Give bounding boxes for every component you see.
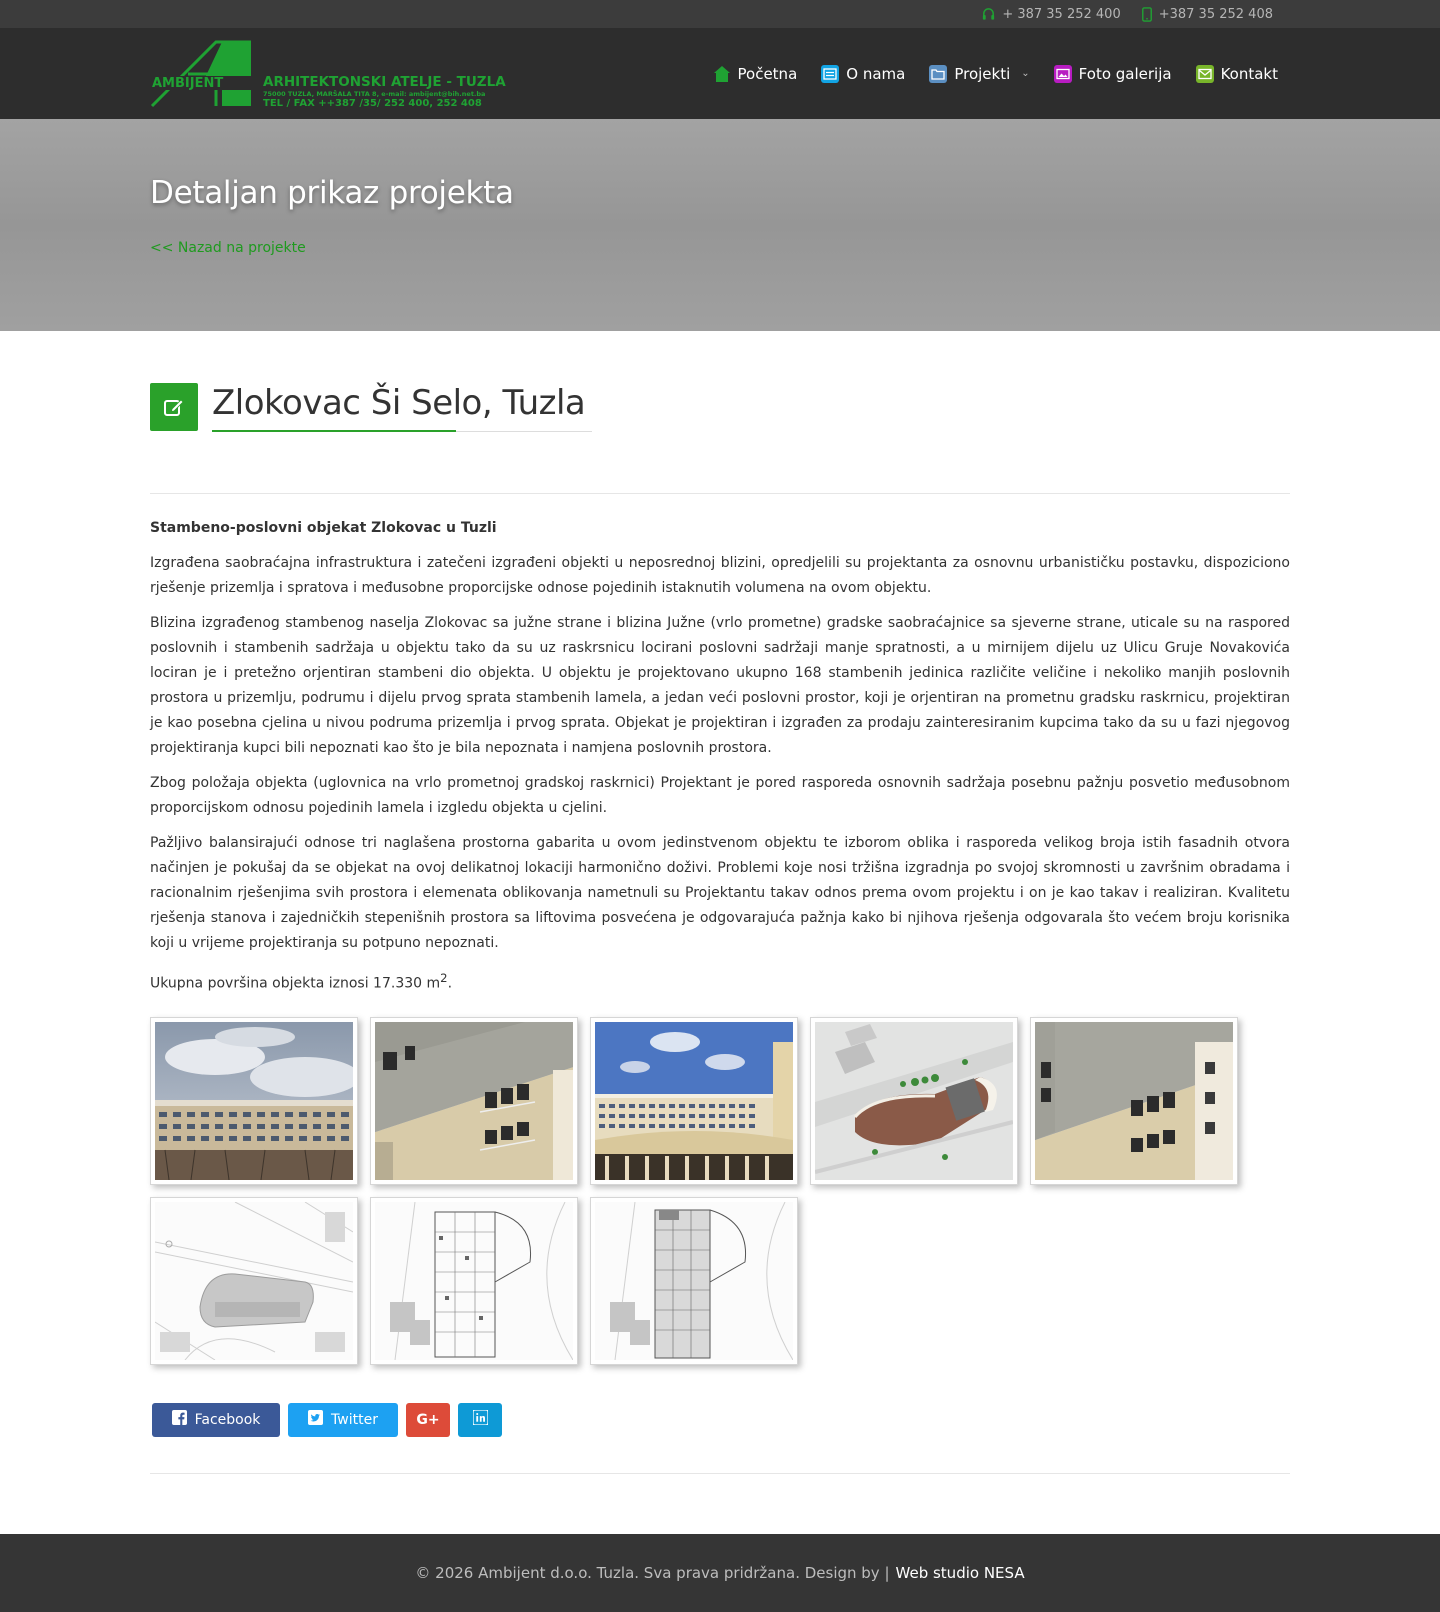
logo-line-2: 75000 TUZLA, MARŠALA TITA 8, e-mail: ambijent@bih.net.ba [263, 90, 486, 98]
headset-icon [981, 7, 996, 22]
aerial-render-icon [815, 1022, 1013, 1180]
nav-item-pocetna[interactable] [713, 65, 798, 83]
footer-copyright: © 2026 Ambijent d.o.o. Tuzla. Sva prava pridržana. Design by | [415, 1564, 890, 1582]
title-underline [212, 431, 592, 432]
gallery-thumb[interactable] [370, 1197, 578, 1365]
folder-icon [929, 65, 947, 83]
twitter-share-button[interactable] [288, 1403, 398, 1437]
logo-brand: AMBIJENT [152, 76, 224, 91]
project-subtitle: Stambeno-poslovni objekat Zlokovac u Tuzli [150, 520, 497, 536]
facebook-icon [172, 1410, 187, 1429]
paragraph-1: Izgrađena saobraćajna infrastruktura i zatečeni izgrađeni objekti u neposrednoj blizini, opredjelili su projektanta za osnovnu urbanističku postavku, dispoziciono rješenje prizemlja i spratova i međusobne proporcijske odnose pojedinih istaknutih volumena na ovom objektu. [150, 555, 1290, 596]
paragraph-2: Blizina izgrađenog stambenog naselja Zlokovac sa južne strane i blizina Južne (vrlo prometne) gradske saobraćajnice sa sjeverne strane, uticale su na raspored poslovnih i stambenih sadržaja u objektu tako da su uz raskrsnicu locirani poslovni sadržaji manje spratnosti, a u mirnijem dijelu uz Ulicu Gruje Novakovića lociran je i pretežno orjentiran stambeni dio objekta. U objektu je projektovano ukupno 168 stambenih jedinica različite veličine i nekoliko manjih poslovnih prostora u prizemlju, podrumu i dijelu prvog sprata stambenih lamela, a jedan veći poslovni prostor, koji je orjentiran na prometnu gradsku raskrnicu, projektiran je kao posebna cjelina u nivou podruma prizemlja i prvog sprata. Objekat je projektiran i izgrađen za prodaju zainteresiranim kupcima tako da su u fazi njegovog projektiranja kupci bili nepoznati kao što je bila nepoznata i namjena poslovnih prostora. [150, 615, 1290, 756]
edit-icon [150, 383, 198, 431]
divider [150, 1473, 1290, 1474]
top-bar [0, 0, 1440, 28]
nav-item-foto-galerija[interactable] [1054, 65, 1172, 83]
card-icon [821, 65, 839, 83]
linkedin-share-button[interactable] [458, 1403, 502, 1437]
building-photo-icon [155, 1022, 353, 1180]
paragraph-3: Zbog položaja objekta (uglovnica na vrlo prometnoj gradskoj raskrnici) Projektant je pored rasporeda osnovnih sadržaja posebnu pažnju posvetio međusobnom proporcijskom odnosu pojedinih lamela i izgledu objekta u cjelini. [150, 775, 1290, 816]
divider [150, 493, 1290, 494]
mobile-icon [1141, 7, 1153, 22]
gallery-thumb[interactable] [1030, 1017, 1238, 1185]
logo-line-3: TEL / FAX ++387 /35/ 252 400, 252 408 [263, 98, 482, 108]
gallery-thumb[interactable] [590, 1017, 798, 1185]
gplus-share-button[interactable] [406, 1403, 450, 1437]
building-front-photo-icon [595, 1022, 793, 1180]
facebook-label: Facebook [194, 1411, 261, 1428]
project-title-row [150, 383, 1290, 443]
floor-plan-icon [375, 1202, 573, 1360]
mail-icon [1196, 65, 1214, 83]
floor-plan-2-icon [595, 1202, 793, 1360]
back-to-projects-link[interactable]: << Nazad na projekte [150, 240, 306, 256]
main-content [150, 331, 1290, 1474]
twitter-icon [308, 1410, 323, 1429]
main-nav [713, 28, 1278, 119]
gallery-thumb[interactable] [590, 1197, 798, 1365]
gallery-thumb[interactable] [810, 1017, 1018, 1185]
phone-number-1: + 387 35 252 400 [1002, 6, 1121, 22]
phone-number-2: +387 35 252 408 [1158, 6, 1273, 22]
area-text: Ukupna površina objekta iznosi 17.330 m [150, 975, 441, 992]
nav-label-foto-galerija: Foto galerija [1078, 64, 1172, 83]
area-sup: 2 [440, 971, 448, 985]
contact-mobile[interactable] [1141, 7, 1273, 22]
nav-label-kontakt: Kontakt [1220, 64, 1278, 83]
area-paragraph [150, 966, 1290, 997]
linkedin-icon [473, 1410, 488, 1429]
gplus-label: G+ [416, 1411, 440, 1428]
gallery-thumb[interactable] [370, 1017, 578, 1185]
contact-phone[interactable] [981, 7, 1120, 22]
project-description [150, 516, 1290, 997]
nav-label-projekti: Projekti [954, 64, 1011, 83]
paragraph-4: Pažljivo balansirajući odnose tri naglašena prostorna gabarita u ovom jedinstvenom objektu te izborom oblika i rasporeda velikog broja istih fasadnih otvora načinjen je pokušaj da se objekat na ovoj delikatnoj lokaciji harmonično doživi. Problemi koje nosi tržišna izgradnja po svojoj skromnosti u završnim obradama i racionalnim rješenjima svih prostora i elemenata oblikovanja nametnuli su Projektantu takav odnos prema ovom projektu i on je kao takav i realiziran. Kvalitetu rješenja stanova i zajedničkih stepenišnih prostora sa liftovima posvećena je odgovarajuća pažnja kako bi njihova rješenja odgovarala što većem broju korisnika koji u vrijeme projektiranja su potpuno nepoznati. [150, 835, 1290, 951]
area-end: . [447, 975, 453, 992]
page-banner [0, 119, 1440, 331]
project-title: Zlokovac Ši Selo, Tuzla [212, 383, 586, 423]
nav-item-projekti[interactable] [929, 65, 1029, 83]
nav-item-o-nama[interactable] [821, 65, 905, 83]
share-buttons [150, 1403, 1290, 1437]
logo-line-1: ARHITEKTONSKI ATELJE - TUZLA [263, 74, 506, 90]
twitter-label: Twitter [331, 1411, 378, 1428]
home-icon [713, 65, 731, 83]
nav-label-pocetna: Početna [737, 64, 798, 83]
facade-photo-2-icon [1035, 1022, 1233, 1180]
site-header [0, 28, 1440, 119]
site-logo[interactable] [150, 40, 575, 108]
facebook-share-button[interactable] [152, 1403, 280, 1437]
nav-item-kontakt[interactable] [1196, 65, 1278, 83]
nav-label-o-nama: O nama [846, 64, 906, 83]
project-gallery [150, 1017, 1290, 1365]
site-plan-icon [155, 1202, 353, 1360]
gallery-thumb[interactable] [150, 1197, 358, 1365]
facade-photo-icon [375, 1022, 573, 1180]
image-icon [1054, 65, 1072, 83]
site-footer [0, 1534, 1440, 1612]
page-title: Detaljan prikaz projekta [150, 175, 514, 211]
footer-designer-link[interactable]: Web studio NESA [895, 1564, 1025, 1582]
gallery-thumb[interactable] [150, 1017, 358, 1185]
chevron-down-icon: ⌄ [1021, 68, 1030, 79]
top-contacts [981, 0, 1273, 28]
